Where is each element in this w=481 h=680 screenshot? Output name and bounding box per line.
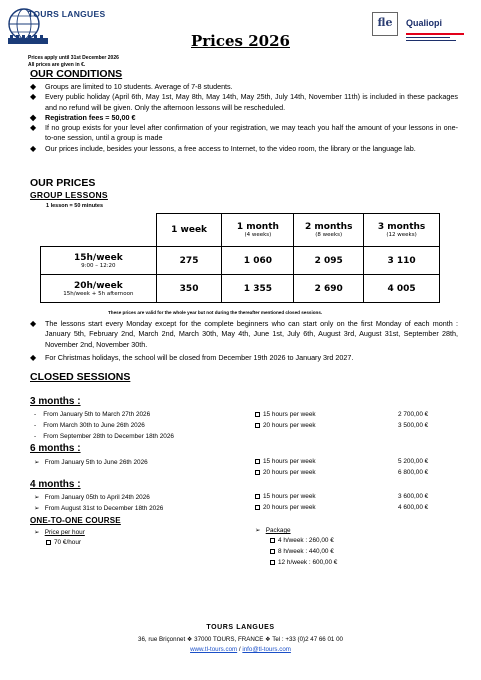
footer-name: TOURS LANGUES: [206, 624, 275, 631]
price-cell: 2 690: [294, 275, 364, 303]
currency-note: All prices are given in €.: [28, 62, 86, 68]
condition-item: ◆ Our prices include, besides your lessons, a free access to Internet, to the video room, the library or the language lab.: [30, 143, 416, 153]
price-value: 6 800,00 €: [398, 469, 429, 476]
table-header-cell: 3 months (12 weeks): [364, 214, 440, 247]
group-price-table: [40, 213, 440, 303]
diamond-bullet-icon: ◆: [30, 82, 37, 91]
diamond-bullet-icon: ◆: [30, 123, 37, 133]
three-months-heading: 3 months :: [30, 396, 81, 407]
checkbox-icon: [255, 459, 260, 464]
list-item: - From January 5th to March 27th 2026: [34, 411, 151, 418]
table-header-cell: 2 months (8 weeks): [294, 214, 364, 247]
diamond-bullet-icon: ◆: [30, 143, 37, 153]
price-cell: 2 095: [294, 247, 364, 275]
condition-item: ◆ Groups are limited to 10 students. Average of 7-8 students.: [30, 82, 233, 91]
start-dates-note: ◆ The lessons start every Monday except for the complete beginners who can start only on the first Monday of each month : January 5th, February 2nd, March 2nd, March 30th, May 4th, June 1st, July 6th, August 3rd, August 31st, September 28th, November 2nd, November 30th.: [30, 319, 458, 349]
checkbox-icon: [255, 423, 260, 428]
price-value: 3 600,00 €: [398, 493, 429, 500]
checkbox-icon: [255, 494, 260, 499]
row-label-cell: 15h/week 9:00 – 12:20: [41, 247, 157, 275]
list-item: ➢ From August 31st to December 18th 2026: [34, 505, 164, 512]
four-months-heading: 4 months :: [30, 479, 81, 490]
price-cell: 275: [156, 247, 222, 275]
package-option: 12 h/week : 600,00 €: [270, 559, 337, 566]
checkbox-icon: [46, 540, 51, 545]
table-header-cell: 1 month (4 weeks): [222, 214, 294, 247]
hours-option: 15 hours per week: [255, 493, 316, 500]
prices-heading: OUR PRICES: [30, 177, 96, 189]
checkbox-icon: [270, 560, 275, 565]
fle-logo: fle: [372, 12, 398, 36]
checkbox-icon: [270, 549, 275, 554]
checkbox-icon: [255, 412, 260, 417]
diamond-bullet-icon: ◆: [30, 92, 37, 102]
validity-note: These prices are valid for the whole year but not during the thereafter mentioned closed sessions.: [108, 310, 323, 315]
price-value: 2 700,00 €: [398, 411, 429, 418]
validity-date-note: Prices apply until 31st December 2026: [28, 55, 119, 61]
six-months-heading: 6 months :: [30, 443, 81, 454]
group-lessons-heading: GROUP LESSONS: [30, 190, 108, 200]
page-title: Prices 2026: [191, 32, 290, 50]
footer-address: 36, rue Briçonnet ❖ 37000 TOURS, FRANCE ❖ Tel : +33 (0)2 47 66 01 00: [138, 636, 343, 643]
condition-item: ◆ Every public holiday (April 6th, May 1st, May 8th, May 14th, May 25th, July 14th, November 11th) is included in these packages and no refund will be given. Only the afternoon lessons will be rescheduled.: [30, 92, 458, 112]
hours-option: 15 hours per week: [255, 458, 316, 465]
condition-item: ◆ If no group exists for your level after confirmation of your registration, we may teach you half the amount of your lessons in one-to-one session, until a group is made: [30, 123, 458, 143]
list-item: - From September 28th to December 18th 2026: [34, 433, 174, 440]
diamond-bullet-icon: ◆: [30, 112, 37, 122]
conditions-heading: OUR CONDITIONS: [30, 68, 123, 80]
price-cell: 350: [156, 275, 222, 303]
condition-item: ◆ Registration fees = 50,00 €: [30, 112, 136, 122]
hours-option: 20 hours per week: [255, 504, 316, 511]
closed-sessions-heading: CLOSED SESSIONS: [30, 371, 131, 383]
one-to-one-heading: ONE-TO-ONE COURSE: [30, 516, 121, 525]
conditions-list: [30, 82, 458, 154]
diamond-bullet-icon: ◆: [30, 319, 37, 328]
row-label-cell: 20h/week 15h/week + 5h afternoon: [41, 275, 157, 303]
price-cell: 3 110: [364, 247, 440, 275]
price-per-hour-label: ➢ Price per hour: [34, 529, 85, 536]
email-link[interactable]: info@tl-tours.com: [242, 646, 291, 653]
checkbox-icon: [270, 538, 275, 543]
price-cell: 4 005: [364, 275, 440, 303]
price-value: 4 600,00 €: [398, 504, 429, 511]
price-cell: 1 355: [222, 275, 294, 303]
price-value: 5 200,00 €: [398, 458, 429, 465]
package-label: ➢ Package: [255, 527, 291, 534]
lesson-duration-note: 1 lesson = 50 minutes: [46, 203, 104, 209]
footer-links: www.tl-tours.com / info@tl-tours.com: [190, 646, 291, 653]
list-item: ➢ From January 5th to June 26th 2026: [34, 459, 148, 466]
hours-option: 15 hours per week: [255, 411, 316, 418]
hours-option: 20 hours per week: [255, 422, 316, 429]
price-value: 3 500,00 €: [398, 422, 429, 429]
website-link[interactable]: www.tl-tours.com: [190, 646, 238, 653]
christmas-note: ◆ For Christmas holidays, the school will be closed from December 19th 2026 to January 3rd 2027.: [30, 352, 354, 362]
price-per-hour-value: 70 €/hour: [46, 539, 81, 546]
list-item: - From March 30th to June 26th 2026: [34, 422, 145, 429]
price-cell: 1 060: [222, 247, 294, 275]
hours-option: 20 hours per week: [255, 469, 316, 476]
checkbox-icon: [255, 505, 260, 510]
table-header-cell: 1 week: [156, 214, 222, 247]
package-option: 4 h/week : 260,00 €: [270, 537, 334, 544]
diamond-bullet-icon: ◆: [30, 352, 37, 362]
list-item: ➢ From January 05th to April 24th 2026: [34, 494, 150, 501]
checkbox-icon: [255, 470, 260, 475]
table-row: [41, 247, 440, 275]
table-row: [41, 275, 440, 303]
logo-text: TOURS LANGUES: [28, 9, 106, 19]
package-option: 8 h/week : 440,00 €: [270, 548, 334, 555]
qualiopi-logo: Qualiopi: [406, 13, 464, 41]
table-corner: [41, 214, 157, 247]
prices-notes-list: [30, 319, 458, 363]
